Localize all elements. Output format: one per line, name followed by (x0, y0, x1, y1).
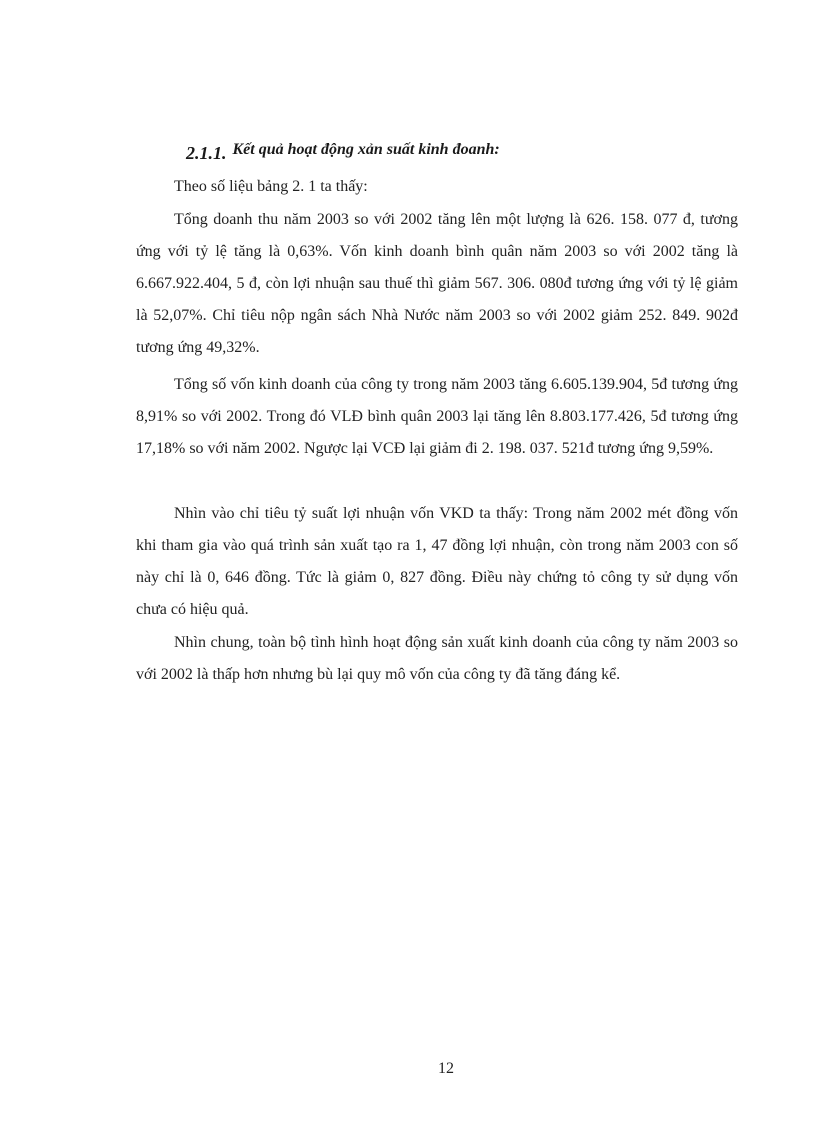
paragraph-capital: Tổng số vốn kinh doanh của công ty trong năm 2003 tăng 6.605.139.904, 5đ tương ứng 8,91% so với 2002. Trong đó VLĐ bình quân 2003 lại tăng lên 8.803.177.426, 5đ tương ứng 17,18% so với năm 2002. Ngược lại VCĐ lại giảm đi 2. 198. 037. 521đ tương ứng 9,59%. (136, 376, 738, 457)
page-number: 12 (438, 1060, 454, 1077)
section-title: Kết quả hoạt động xản suất kinh đoanh: (232, 141, 500, 158)
paragraph-intro: Theo số liệu bảng 2. 1 ta thấy: (174, 178, 368, 195)
section-heading (186, 138, 500, 163)
paragraph-profit-ratio: Nhìn vào chỉ tiêu tỷ suất lợi nhuận vốn VKD ta thấy: Trong năm 2002 mét đồng vốn khi tham gia vào quá trình sản xuất tạo ra 1, 47 đồng lợi nhuận, còn trong năm 2003 con số này chỉ là 0, 646 đồng. Tức là giảm 0, 827 đồng. Điều này chứng tỏ công ty sử dụng vốn chưa có hiệu quả. (136, 505, 738, 618)
paragraph-summary: Nhìn chung, toàn bộ tình hình hoạt động sản xuất kinh doanh của công ty năm 2003 so với 2002 là thấp hơn nhưng bù lại quy mô vốn của công ty đã tăng đáng kể. (136, 634, 738, 683)
paragraph-revenue: Tổng doanh thu năm 2003 so với 2002 tăng lên một lượng là 626. 158. 077 đ, tương ứng với tỷ lệ tăng là 0,63%. Vốn kinh doanh bình quân năm 2003 so với 2002 tăng là 6.667.922.404, 5 đ, còn lợi nhuận sau thuế thì giảm 567. 306. 080đ tương ứng với tỷ lệ giảm là 52,07%. Chỉ tiêu nộp ngân sách Nhà Nước năm 2003 so với 2002 giảm 252. 849. 902đ tương ứng 49,32%. (136, 211, 738, 356)
section-number: 2.1.1. (186, 143, 227, 163)
